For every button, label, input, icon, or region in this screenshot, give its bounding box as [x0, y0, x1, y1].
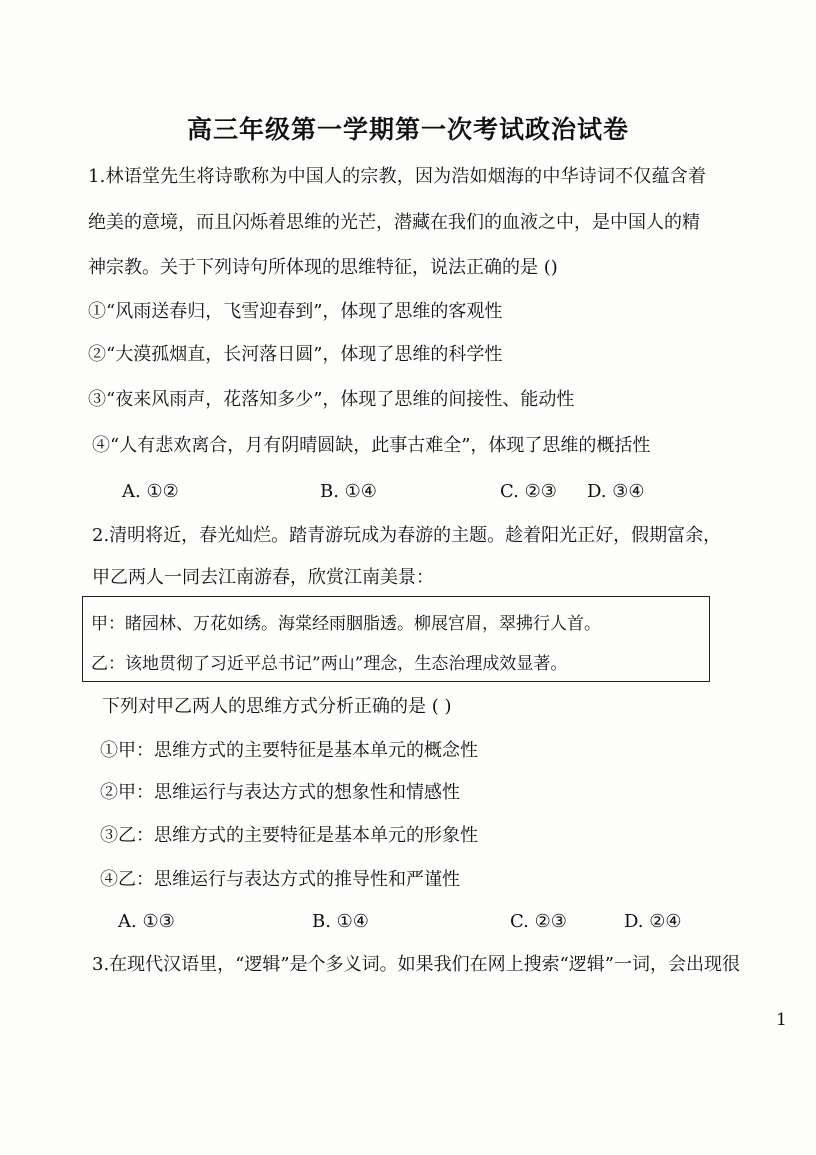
question-1-choice-b: B. ①④ [320, 481, 377, 502]
question-2-choice-a: A. ①③ [118, 911, 175, 932]
question-3-line-1: 3.在现代汉语里，“逻辑”是个多义词。如果我们在网上搜索“逻辑”一词，会出现很 [92, 954, 740, 975]
question-2-line-3: 下列对甲乙两人的思维方式分析正确的是 ( ) [102, 696, 452, 717]
question-2-option-1: ①甲：思维方式的主要特征是基本单元的概念性 [100, 740, 478, 761]
scenery-box-line-1: 甲：睹园林、万花如绣。海棠经雨胭脂透。柳展宫眉，翠拂行人首。 [91, 614, 601, 634]
question-1-choice-a: A. ①② [122, 481, 179, 502]
question-1-line-3: 神宗教。关于下列诗句所体现的思维特征，说法正确的是 () [88, 257, 558, 278]
question-1-choice-d: D. ③④ [587, 481, 645, 502]
question-2-option-4: ④乙：思维运行与表达方式的推导性和严谨性 [100, 869, 460, 890]
exam-title: 高三年级第一学期第一次考试政治试卷 [186, 115, 629, 144]
question-2-choice-c: C. ②③ [510, 911, 567, 932]
question-2-line-1: 2.清明将近，春光灿烂。踏青游玩成为春游的主题。趁着阳光正好，假期富余， [92, 525, 722, 546]
question-1-choice-c: C. ②③ [500, 481, 557, 502]
scenery-box-line-2: 乙：该地贯彻了习近平总书记”两山”理念，生态治理成效显著。 [91, 654, 568, 674]
question-2-option-3: ③乙：思维方式的主要特征是基本单元的形象性 [100, 825, 478, 846]
question-1-line-1: 1.林语堂先生将诗歌称为中国人的宗教，因为浩如烟海的中华诗词不仅蕴含着 [88, 166, 707, 187]
question-2-line-2: 甲乙两人一同去江南游春，欣赏江南美景： [92, 567, 434, 588]
question-2-choice-d: D. ②④ [624, 911, 682, 932]
question-1-option-4: ④“人有悲欢离合，月有阴晴圆缺，此事古难全”，体现了思维的概括性 [92, 435, 651, 456]
question-1-line-2: 绝美的意境，而且闪烁着思维的光芒，潜藏在我们的血液之中，是中国人的精 [88, 212, 700, 233]
question-1-option-3: ③“夜来风雨声，花落知多少”，体现了思维的间接性、能动性 [88, 389, 575, 410]
question-1-option-1: ①“风雨送春归，飞雪迎春到”，体现了思维的客观性 [88, 301, 503, 322]
question-2-option-2: ②甲：思维运行与表达方式的想象性和情感性 [100, 782, 460, 803]
question-2-choice-b: B. ①④ [312, 911, 369, 932]
page-number: 1 [776, 1010, 787, 1030]
question-1-option-2: ②“大漠孤烟直，长河落日圆”，体现了思维的科学性 [88, 344, 503, 365]
scenery-text-box [82, 596, 710, 682]
